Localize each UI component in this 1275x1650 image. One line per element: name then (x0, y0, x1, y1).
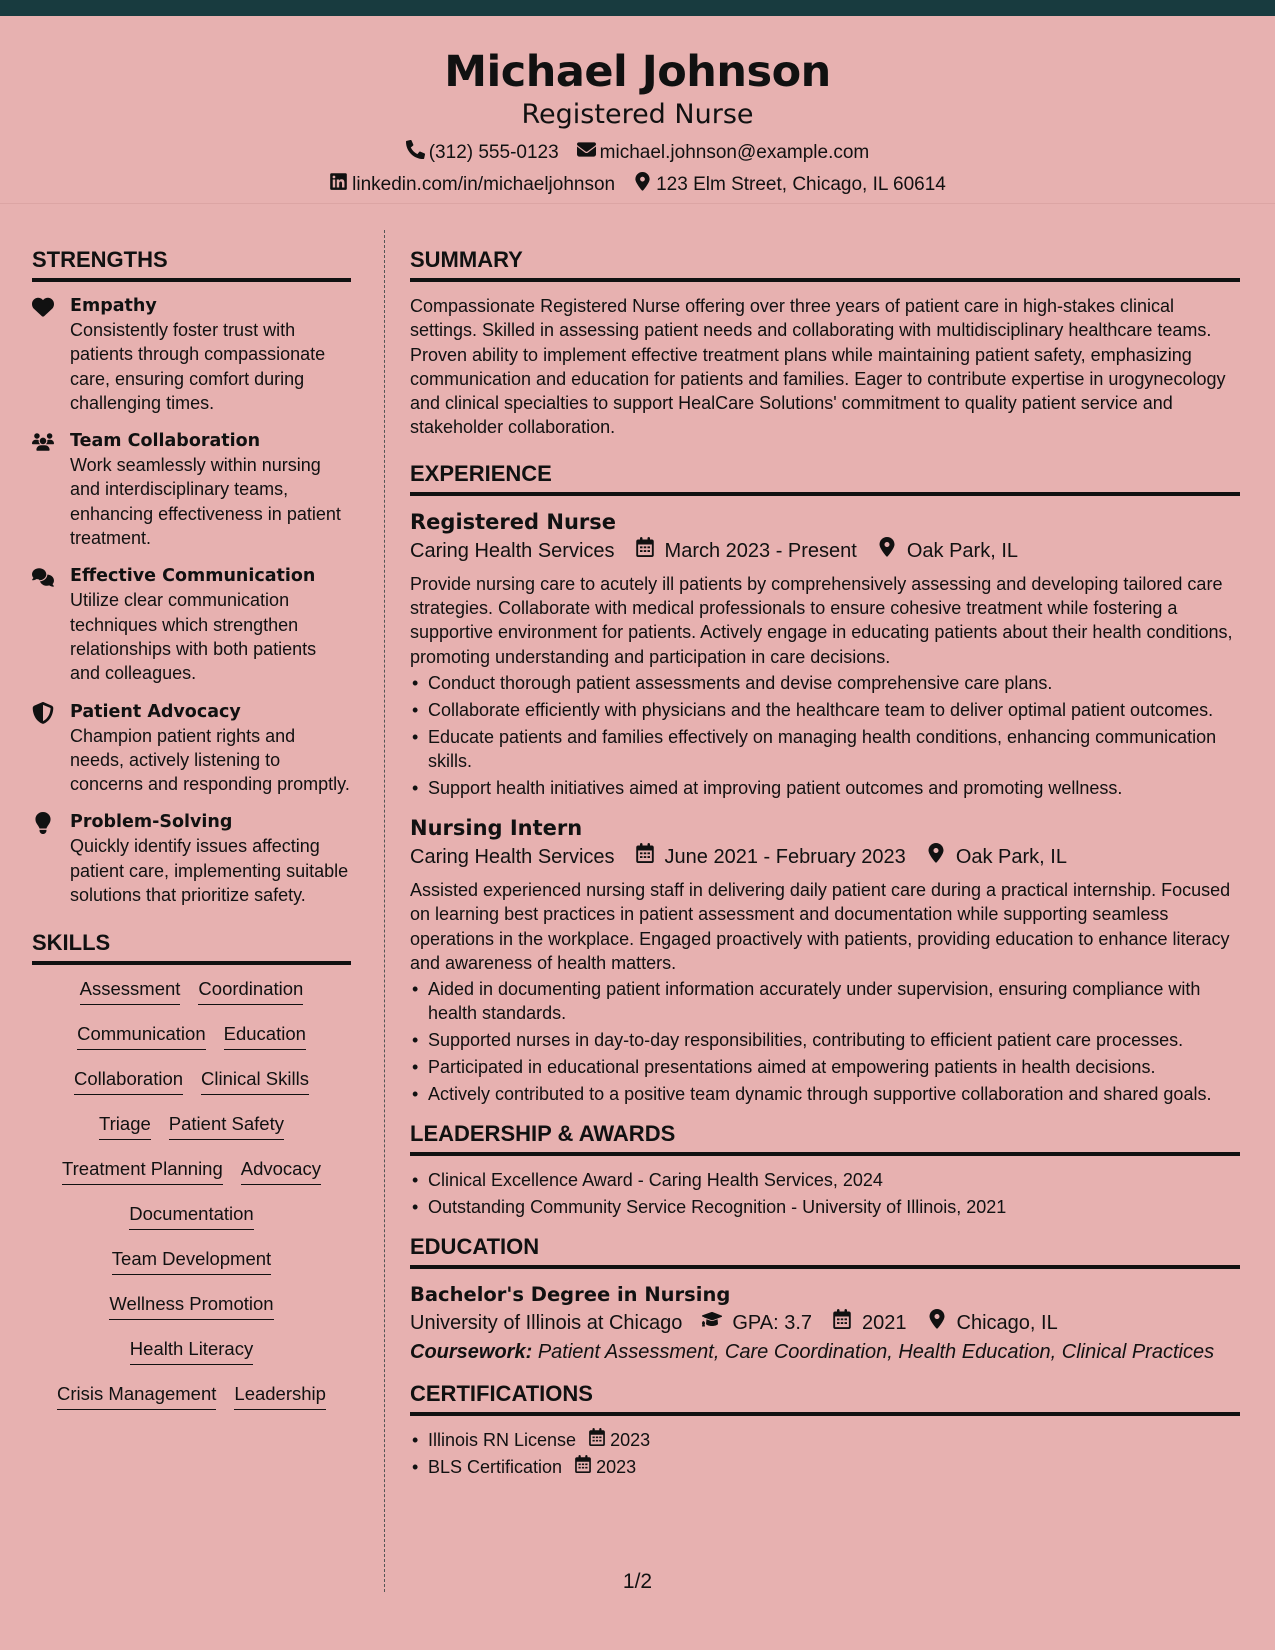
location-pin-icon (633, 172, 652, 198)
calendar-icon (562, 1455, 596, 1479)
school-name: University of Illinois at Chicago (410, 1312, 683, 1335)
linkedin-text: linkedin.com/in/michaeljohnson (352, 174, 616, 195)
phone-text: (312) 555-0123 (428, 142, 559, 163)
skill-tag: Advocacy (241, 1157, 321, 1185)
skill-tag: Patient Safety (169, 1112, 284, 1140)
strength-desc: Consistently foster trust with patients through compassionate care, ensuring comfort during challenging times. (70, 320, 326, 413)
job-bullets (410, 671, 1240, 800)
calendar-icon (615, 536, 665, 566)
strength-title: Team Collaboration (70, 431, 261, 452)
calendar-icon (576, 1428, 610, 1452)
address-contact (633, 172, 946, 198)
award-item: • Outstanding Community Service Recognition - University of Illinois, 2021 (410, 1195, 1240, 1219)
strengths-heading: STRENGTHS (32, 246, 351, 282)
job-description: Assisted experienced nursing staff in delivering daily patient care during a practical internship. Focused on learning best practices in patient assessment and documentation while supporting seamless operations in the workplace. Engaged proactively with patients, providing education to enhance literacy and awareness of health matters. (410, 879, 1231, 973)
skill-tag: Assessment (80, 977, 181, 1005)
certification-year: 2023 (596, 1457, 637, 1478)
strength-item (32, 564, 351, 685)
skills-list (32, 977, 351, 1427)
skill-tag: Education (224, 1022, 306, 1050)
summary-text: Compassionate Registered Nurse offering over three years of patient care in high-stakes clinical settings. Skilled in assessing patient needs and collaborating with multidisciplinary healthcare teams. Proven ability to implement effective treatment plans while maintaining patient safety, emphasizing communication and education for patients and families. Eager to contribute expertise in urogynecology and clinical specialties to support HealCare Solutions' commitment to quality patient service and stakeholder collaboration. (410, 296, 1226, 438)
strength-item (32, 294, 351, 415)
phone-contact[interactable] (406, 140, 559, 166)
location-pin-icon (857, 536, 907, 566)
strength-item (32, 810, 351, 907)
skill-tag: Triage (99, 1112, 151, 1140)
job-title: Registered Nurse (410, 509, 616, 534)
awards-list (410, 1168, 1240, 1219)
candidate-title: Registered Nurse (521, 99, 754, 130)
job-meta (410, 842, 1240, 872)
job-location: Oak Park, IL (955, 845, 1067, 868)
skill-tag: Crisis Management (57, 1382, 216, 1410)
certification-item (410, 1428, 1240, 1452)
strength-desc: Quickly identify issues affecting patient care, implementing suitable solutions that prioritize safety. (70, 836, 349, 906)
job-bullet: • Actively contributed to a positive team dynamic through supportive collaboration and shared goals. (410, 1082, 1240, 1106)
certifications-list (410, 1428, 1240, 1479)
skill-tag: Treatment Planning (62, 1157, 223, 1185)
skill-tag: Wellness Promotion (109, 1292, 273, 1320)
location-pin-icon (907, 1308, 957, 1338)
job-company: Caring Health Services (410, 539, 615, 562)
strength-desc: Champion patient rights and needs, actively listening to concerns and responding promptly. (70, 725, 350, 795)
job-dates: June 2021 - February 2023 (664, 845, 906, 868)
job-title: Nursing Intern (410, 815, 583, 840)
resume-header (0, 16, 1275, 204)
phone-icon (406, 140, 425, 166)
skill-tag: Documentation (129, 1202, 253, 1230)
gpa: GPA: 3.7 (732, 1312, 813, 1335)
skills-heading: SKILLS (32, 929, 351, 965)
strength-item (32, 429, 351, 550)
coursework-label: Coursework: (410, 1341, 533, 1364)
skill-tag: Communication (77, 1022, 206, 1050)
envelope-icon (577, 140, 596, 166)
certification-name: • Illinois RN License (428, 1430, 577, 1451)
lightbulb-icon (32, 821, 54, 838)
shield-icon (32, 711, 54, 728)
job-bullet: • Educate patients and families effectively on managing health conditions, enhancing communication skills. (410, 725, 1240, 774)
awards-heading: LEADERSHIP & AWARDS (410, 1120, 1240, 1156)
strength-title: Problem-Solving (70, 812, 233, 833)
job-entry (410, 814, 1240, 1106)
job-bullet: • Aided in documenting patient information accurately under supervision, ensuring compliance with health standards. (410, 977, 1240, 1026)
job-location: Oak Park, IL (906, 539, 1019, 562)
strength-title: Effective Communication (70, 566, 316, 587)
contact-line-2 (0, 172, 1275, 198)
award-item: • Clinical Excellence Award - Caring Health Services, 2024 (410, 1168, 1240, 1192)
experience-heading: EXPERIENCE (410, 460, 1240, 496)
top-accent-bar (0, 0, 1275, 16)
strength-item (32, 700, 351, 797)
page-number: 1/2 (622, 1570, 653, 1593)
graduation-cap-icon (682, 1308, 732, 1338)
linkedin-contact[interactable] (329, 172, 615, 198)
candidate-name: Michael Johnson (444, 47, 831, 97)
linkedin-icon (329, 172, 348, 198)
skill-tag: Team Development (112, 1247, 271, 1275)
certification-name: • BLS Certification (428, 1457, 563, 1478)
job-bullets (410, 977, 1240, 1106)
calendar-icon (812, 1308, 862, 1338)
email-contact[interactable] (577, 140, 870, 166)
column-divider (384, 230, 385, 1592)
comments-icon (32, 575, 54, 592)
job-bullet: • Participated in educational presentations aimed at empowering patients in health decisions. (410, 1055, 1240, 1079)
job-bullet: • Support health initiatives aimed at improving patient outcomes and promoting wellness. (410, 776, 1240, 800)
left-column (32, 246, 351, 1427)
header-divider (0, 203, 1275, 204)
strength-desc: Utilize clear communication techniques which strengthen relationships with both patients and colleagues. (70, 590, 317, 684)
job-bullet: • Supported nurses in day-to-day responsibilities, contributing to efficient patient care processes. (410, 1028, 1240, 1052)
email-text: michael.johnson@example.com (599, 142, 870, 163)
job-dates: March 2023 - Present (664, 539, 857, 562)
right-column (410, 246, 1240, 1493)
graduation-year: 2021 (862, 1312, 907, 1335)
heart-icon (32, 305, 54, 322)
job-bullet: • Collaborate efficiently with physicians and the healthcare team to deliver optimal patient outcomes. (410, 698, 1240, 722)
location-pin-icon (906, 842, 956, 872)
certification-year: 2023 (610, 1430, 651, 1451)
job-description: Provide nursing care to acutely ill patients by comprehensively assessing and developing tailored care strategies. Collaborate with medical professionals to ensure cohesive treatment while fostering a supportive environment for patients. Actively engage in educating patients about their health conditions, promoting understanding and participation in care decisions. (410, 573, 1233, 667)
strength-title: Empathy (70, 296, 157, 316)
summary-heading: SUMMARY (410, 246, 1240, 282)
job-company: Caring Health Services (410, 845, 615, 868)
school-location: Chicago, IL (956, 1312, 1058, 1335)
degree-title: Bachelor's Degree in Nursing (410, 1283, 731, 1307)
skill-tag: Health Literacy (130, 1337, 253, 1365)
coursework (410, 1338, 1240, 1366)
skill-tag: Collaboration (74, 1067, 183, 1095)
address-text: 123 Elm Street, Chicago, IL 60614 (656, 174, 946, 195)
job-meta (410, 536, 1240, 566)
contact-line-1 (0, 140, 1275, 166)
strength-desc: Work seamlessly within nursing and interdisciplinary teams, enhancing effectiveness in patient treatment. (70, 455, 341, 549)
users-icon (32, 440, 54, 457)
skill-tag: Leadership (234, 1382, 326, 1410)
education-heading: EDUCATION (410, 1233, 1240, 1269)
skill-tag: Coordination (198, 977, 303, 1005)
coursework-text: Patient Assessment, Care Coordination, Health Education, Clinical Practices (537, 1341, 1215, 1364)
certifications-heading: CERTIFICATIONS (410, 1380, 1240, 1416)
skill-tag: Clinical Skills (201, 1067, 309, 1095)
strength-title: Patient Advocacy (70, 701, 241, 722)
calendar-icon (615, 842, 665, 872)
job-bullet: • Conduct thorough patient assessments and devise comprehensive care plans. (410, 671, 1240, 695)
education-meta (410, 1308, 1240, 1338)
job-entry (410, 508, 1240, 800)
certification-item (410, 1455, 1240, 1479)
